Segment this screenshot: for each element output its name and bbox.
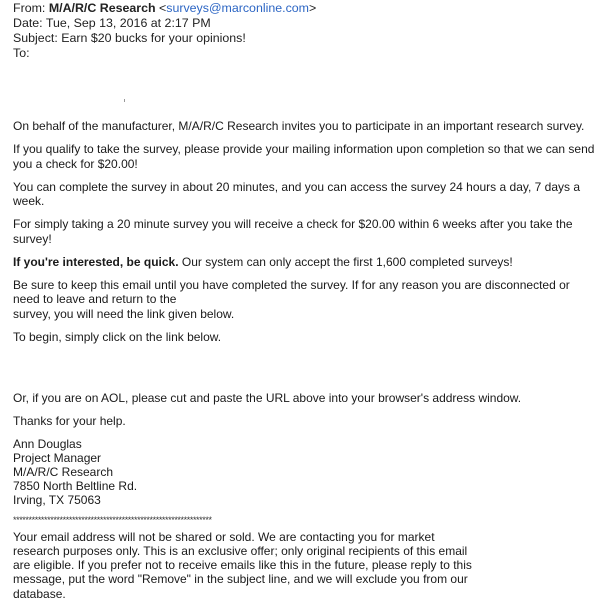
paragraph-begin: To begin, simply click on the link below. [13, 329, 222, 344]
stray-mark [124, 99, 125, 102]
missing-link-space [13, 353, 597, 391]
from-row [13, 1, 316, 16]
keep-email-line2: survey, you will need the link given below. [13, 306, 235, 321]
subject-value: Earn $20 bucks for your opinions! [61, 31, 246, 45]
paragraph-payment: For simply taking a 20 minute survey you will receive a check for $20.00 within 6 weeks after you take the survey! [13, 217, 573, 246]
subject-row [13, 31, 316, 46]
paragraph-qualify: If you qualify to take the survey, please provide your mailing information upon completion so that we can send you a check for $20.00! [13, 142, 595, 171]
date-value: Tue, Sep 13, 2016 at 2:17 PM [45, 16, 211, 30]
footer-disclaimer: Your email address will not be shared or sold. We are contacting you for market research purposes only. This is an exclusive offer; only original recipients of this email are eligible. If you prefer not to receive emails like this in the future, please reply to this message, put the word "Remove" in the subject line, and we will exclude you from our database. [13, 529, 472, 601]
email-header [13, 1, 316, 61]
urgency-rest: Our system can only accept the first 1,600 completed surveys! [178, 254, 513, 269]
paragraph-intro: On behalf of the manufacturer, M/A/R/C Research invites you to participate in an important research survey. [13, 119, 585, 133]
paragraph-duration: You can complete the survey in about 20 minutes, and you can access the survey 24 hours a day, 7 days a week. [13, 179, 581, 208]
email-open-bracket: < [159, 1, 167, 15]
from-label: From: [13, 1, 46, 15]
email-body [13, 119, 597, 601]
signature-city: Irving, TX 75063 [13, 493, 101, 508]
paragraph-keep-email [13, 278, 597, 322]
paragraph-thanks: Thanks for your help. [13, 413, 126, 428]
asterisk-separator: **************************************************************** [13, 514, 212, 525]
date-label: Date: [13, 16, 43, 30]
subject-label: Subject: [13, 31, 58, 45]
signature-company: M/A/R/C Research [13, 464, 114, 479]
to-label: To: [13, 46, 30, 60]
signature-name: Ann Douglas [13, 436, 82, 451]
sender-email-link[interactable]: surveys@marconline.com [166, 1, 309, 15]
urgency-bold: If you're interested, be quick. [13, 254, 179, 269]
email-close-bracket: > [308, 1, 317, 15]
signature-block [13, 437, 597, 508]
date-row [13, 16, 316, 31]
paragraph-aol: Or, if you are on AOL, please cut and paste the URL above into your browser's address window. [13, 390, 522, 405]
paragraph-urgency [13, 255, 597, 270]
signature-title: Project Manager [13, 450, 102, 465]
keep-email-line1: Be sure to keep this email until you have completed the survey. If for any reason you are disconnected or need to leave and return to the [13, 277, 570, 306]
signature-street: 7850 North Beltline Rd. [13, 479, 138, 494]
to-row [13, 46, 316, 61]
sender-name: M/A/R/C Research [48, 1, 156, 15]
